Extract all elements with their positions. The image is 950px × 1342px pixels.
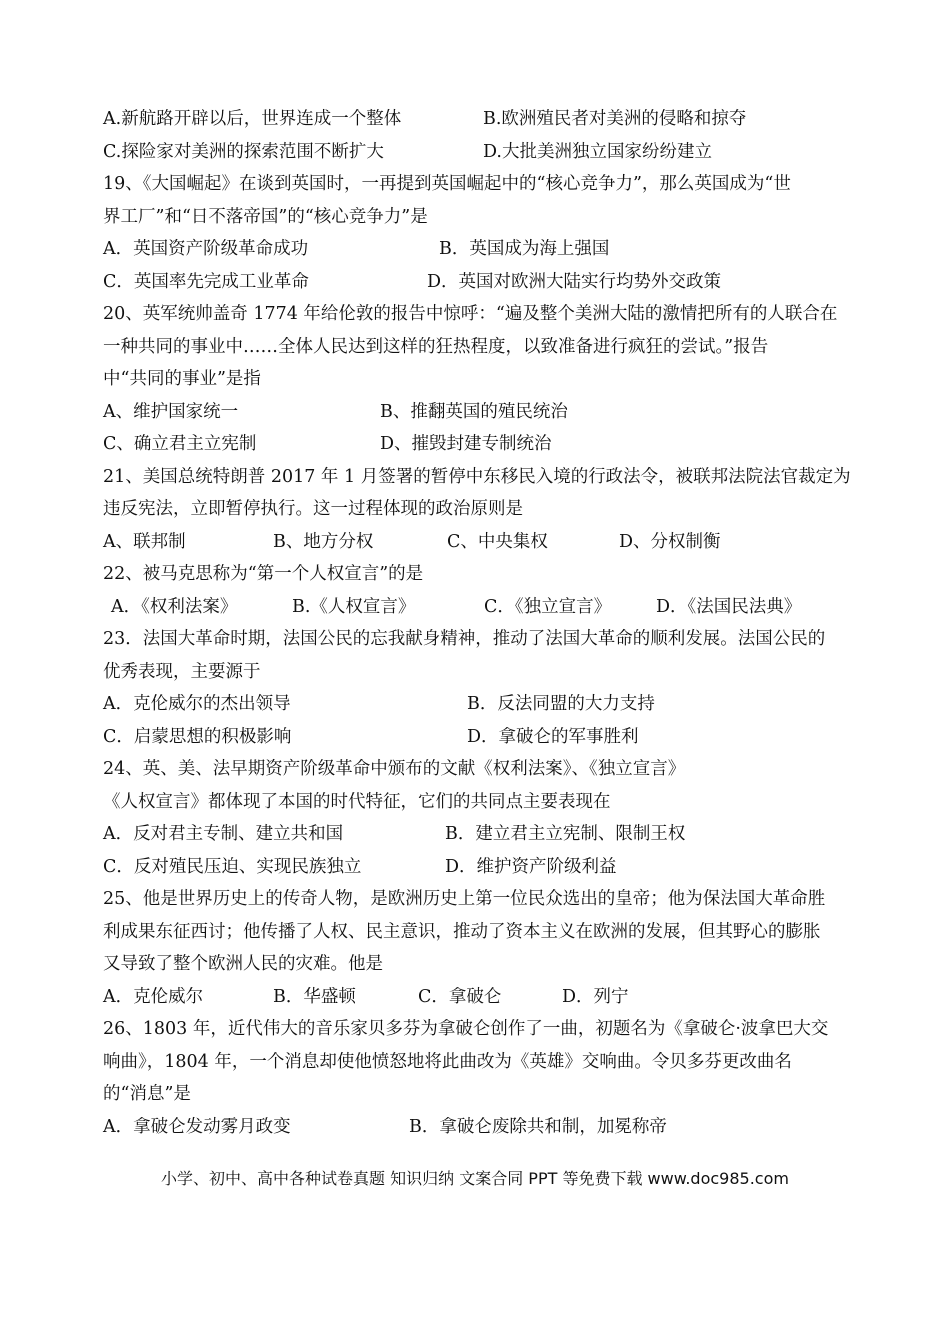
q22-stem-line-1: 22、被马克思称为“第一个人权宣言”的是 <box>103 564 424 584</box>
q18-option-a: A.新航路开辟以后，世界连成一个整体 <box>103 109 402 129</box>
q21-stem-line-1: 21、美国总统特朗普 2017 年 1 月签署的暂停中东移民入境的行政法令，被联邦法院法官裁定为 <box>103 467 851 487</box>
q24-stem-line-2: 《人权宣言》都体现了本国的时代特征，它们的共同点主要表现在 <box>103 792 611 812</box>
q20-option-d: D、摧毁封建专制统治 <box>380 434 552 454</box>
q19-stem-line-1: 19、《大国崛起》在谈到英国时，一再提到英国崛起中的“核心竞争力”，那么英国成为“世 <box>103 174 791 194</box>
q22-option-c: C．《独立宣言》 <box>484 597 612 617</box>
q24-option-d: D．维护资产阶级利益 <box>445 857 617 877</box>
q20-stem-line-1: 20、英军统帅盖奇 1774 年给伦敦的报告中惊呼：“遍及整个美洲大陆的激情把所有的人联合在 <box>103 304 838 324</box>
q18-option-b: B.欧洲殖民者对美洲的侵略和掠夺 <box>483 109 747 129</box>
q23-option-b: B．反法同盟的大力支持 <box>467 694 655 714</box>
q20-stem-line-3: 中“共同的事业”是指 <box>103 369 261 389</box>
q25-stem-line-2: 利成果东征西讨；他传播了人权、民主意识，推动了资本主义在欧洲的发展，但其野心的膨胀 <box>103 922 821 942</box>
q25-option-c: C．拿破仑 <box>418 987 502 1007</box>
q23-stem-line-1: 23．法国大革命时期，法国公民的忘我献身精神，推动了法国大革命的顺利发展。法国公民的 <box>103 629 826 649</box>
q25-option-a: A．克伦威尔 <box>103 987 204 1007</box>
q23-option-d: D．拿破仑的军事胜利 <box>467 727 639 747</box>
q25-stem-line-1: 25、他是世界历史上的传奇人物，是欧洲历史上第一位民众选出的皇帝；他为保法国大革命胜 <box>103 889 826 909</box>
q23-option-a: A．克伦威尔的杰出领导 <box>103 694 291 714</box>
q24-option-b: B．建立君主立宪制、限制王权 <box>445 824 686 844</box>
q22-option-d: D．《法国民法典》 <box>656 597 802 617</box>
q19-option-d: D．英国对欧洲大陆实行均势外交政策 <box>427 272 722 292</box>
q20-option-a: A、维护国家统一 <box>103 402 239 422</box>
q21-option-b: B、地方分权 <box>273 532 374 552</box>
q20-option-c: C、确立君主立宪制 <box>103 434 257 454</box>
q19-stem-line-2: 界工厂”和“日不落帝国”的“核心竞争力”是 <box>103 207 428 227</box>
q20-stem-line-2: 一种共同的事业中……全体人民达到这样的狂热程度，以致准备进行疯狂的尝试。”报告 <box>103 337 769 357</box>
q25-stem-line-3: 又导致了整个欧洲人民的灾难。他是 <box>103 954 383 974</box>
q25-option-d: D．列宁 <box>562 987 629 1007</box>
q22-option-a: A．《权利法案》 <box>111 597 238 617</box>
q18-option-c: C.探险家对美洲的探索范围不断扩大 <box>103 142 384 162</box>
q19-option-c: C．英国率先完成工业革命 <box>103 272 309 292</box>
q19-option-a: A．英国资产阶级革命成功 <box>103 239 309 259</box>
q21-option-d: D、分权制衡 <box>619 532 721 552</box>
q24-stem-line-1: 24、英、美、法早期资产阶级革命中颁布的文献《权利法案》、《独立宣言》 <box>103 759 686 779</box>
q21-stem-line-2: 违反宪法，立即暂停执行。这一过程体现的政治原则是 <box>103 499 523 519</box>
q24-option-c: C．反对殖民压迫、实现民族独立 <box>103 857 362 877</box>
q26-stem-line-3: 的“消息”是 <box>103 1084 191 1104</box>
q23-option-c: C．启蒙思想的积极影响 <box>103 727 292 747</box>
q20-option-b: B、推翻英国的殖民统治 <box>380 402 568 422</box>
q23-stem-line-2: 优秀表现，主要源于 <box>103 662 261 682</box>
q24-option-a: A．反对君主专制、建立共和国 <box>103 824 344 844</box>
q26-stem-line-2: 响曲》，1804 年，一个消息却使他愤怒地将此曲改为《英雄》交响曲。令贝多芬更改曲名 <box>103 1052 792 1072</box>
q26-option-a: A．拿破仑发动雾月政变 <box>103 1117 291 1137</box>
q18-option-d: D.大批美洲独立国家纷纷建立 <box>483 142 712 162</box>
q26-stem-line-1: 26、1803 年，近代伟大的音乐家贝多芬为拿破仑创作了一曲，初题名为《拿破仑·波拿巴大交 <box>103 1019 829 1039</box>
q21-option-a: A、联邦制 <box>103 532 186 552</box>
q25-option-b: B．华盛顿 <box>273 987 356 1007</box>
q21-option-c: C、中央集权 <box>447 532 548 552</box>
page-footer: 小学、初中、高中各种试卷真题 知识归纳 文案合同 PPT 等免费下载 www.doc985.com <box>161 1169 789 1188</box>
q22-option-b: B.《人权宣言》 <box>292 597 416 617</box>
q19-option-b: B．英国成为海上强国 <box>439 239 610 259</box>
q26-option-b: B．拿破仑废除共和制，加冕称帝 <box>409 1117 667 1137</box>
